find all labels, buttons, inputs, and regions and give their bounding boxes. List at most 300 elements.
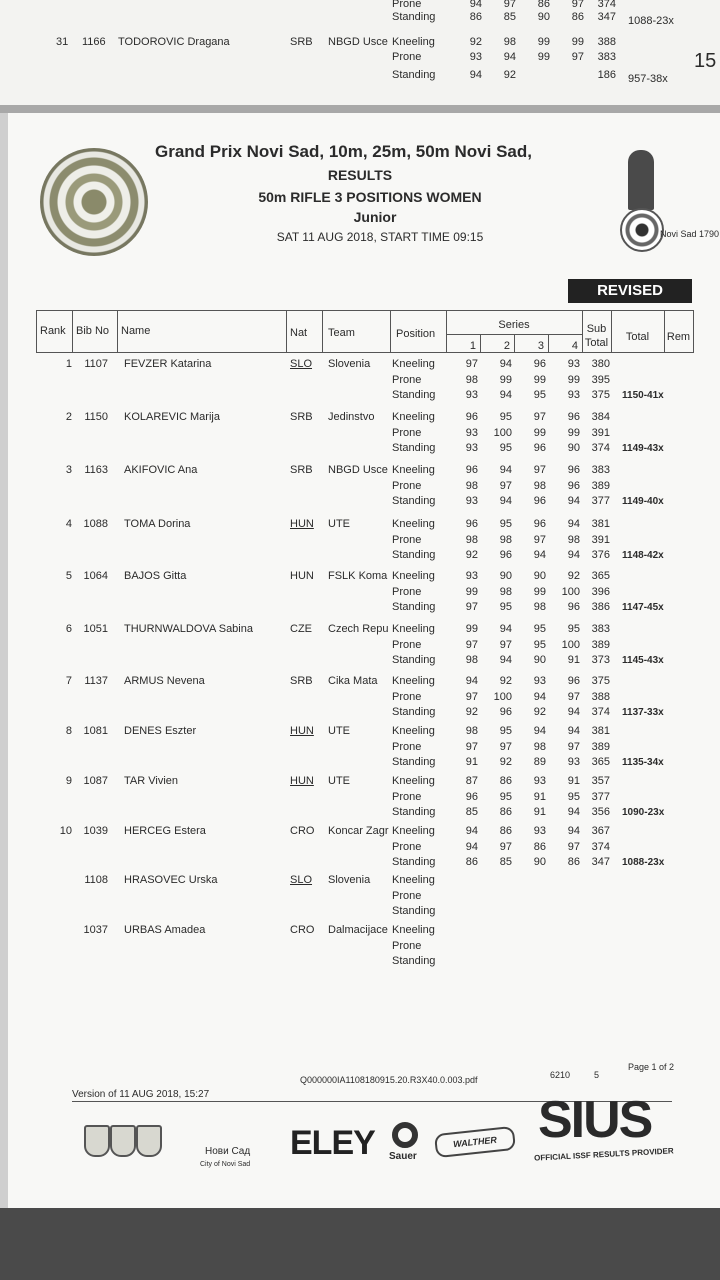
- sauer-logo-icon: [392, 1122, 418, 1148]
- series-2-score: 99: [499, 373, 512, 386]
- eley-logo: ELEY: [290, 1124, 375, 1162]
- series-3-score: 90: [533, 654, 546, 666]
- col-rank: Rank: [40, 325, 66, 337]
- category-label: Junior: [353, 209, 397, 225]
- athlete-team: UTE: [328, 518, 350, 530]
- series-2-score: 90: [499, 570, 512, 582]
- series-3-score: 91: [533, 790, 546, 803]
- series-4-score: 99: [567, 426, 580, 439]
- athlete-nat: CZE: [290, 623, 312, 635]
- series-1-score: 85: [465, 806, 478, 818]
- prev-bib: 1166: [82, 36, 106, 48]
- position-label: Prone: [392, 690, 422, 703]
- series-2-score: 97: [499, 740, 512, 753]
- series-4-score: 99: [567, 373, 580, 386]
- series-3-score: 97: [533, 411, 546, 423]
- athlete-rank: 10: [59, 825, 72, 837]
- position-label: Kneeling: [392, 825, 435, 837]
- sub-total: 386: [591, 601, 610, 613]
- series-1-score: 91: [465, 756, 478, 768]
- prev-total: 957-38x: [628, 73, 668, 85]
- athlete-rank: 5: [65, 570, 72, 582]
- athlete-bib: 1107: [84, 358, 108, 370]
- position-label: Standing: [392, 905, 436, 917]
- prev-series-2: 85: [503, 11, 516, 23]
- position-label: Prone: [392, 585, 422, 598]
- athlete-name: THURNWALDOVA Sabina: [124, 623, 253, 635]
- position-label: Standing: [392, 549, 436, 561]
- sub-total: 381: [591, 518, 610, 530]
- athlete-nat: HUN: [290, 775, 314, 787]
- position-label: Prone: [392, 426, 422, 439]
- prev-series-3: 99: [537, 36, 550, 48]
- position-label: Kneeling: [392, 570, 435, 582]
- series-1-score: 94: [465, 840, 478, 853]
- col-position: Position: [396, 328, 436, 340]
- athlete-nat: HUN: [290, 518, 314, 530]
- col-team: Team: [328, 327, 355, 339]
- series-4-score: 94: [567, 806, 580, 818]
- series-4-score: 93: [567, 358, 580, 370]
- final-total: 1137-33x: [622, 707, 664, 718]
- final-total: 1090-23x: [622, 807, 665, 818]
- series-1-score: 98: [465, 479, 478, 492]
- position-label: Kneeling: [392, 675, 435, 687]
- position-label: Standing: [392, 856, 436, 868]
- prev-series-4: 86: [571, 11, 584, 23]
- position-label: Prone: [392, 373, 422, 386]
- athlete-team: Cika Mata: [328, 675, 378, 687]
- athlete-nat: HUN: [290, 570, 314, 582]
- prev-sub-total: 347: [597, 11, 616, 23]
- prev-series-1: 94: [469, 69, 482, 81]
- col-bib: Bib No: [76, 325, 110, 337]
- series-1-score: 96: [465, 411, 478, 423]
- series-4-score: 91: [567, 775, 580, 787]
- target-rosette-logo: [620, 208, 664, 252]
- athlete-bib: 1088: [83, 518, 108, 530]
- series-2-score: 92: [499, 756, 512, 768]
- series-3-score: 93: [533, 775, 546, 787]
- series-1-score: 98: [465, 654, 478, 666]
- col-sub: Sub: [586, 323, 607, 335]
- athlete-nat: SRB: [290, 675, 313, 687]
- series-4-score: 100: [561, 638, 580, 651]
- event-date: SAT 11 AUG 2018, START TIME 09:15: [276, 230, 484, 244]
- series-2-score: 96: [499, 549, 512, 561]
- series-2-score: 98: [499, 585, 512, 598]
- series-2-score: 97: [499, 840, 512, 853]
- sub-total: 381: [591, 725, 610, 737]
- position-label: Standing: [392, 495, 436, 507]
- series-3-score: 97: [533, 464, 546, 476]
- athlete-team: UTE: [328, 725, 350, 737]
- series-1-score: 93: [465, 389, 478, 401]
- series-4-score: 92: [567, 570, 580, 582]
- col-divider: [286, 310, 287, 353]
- athlete-bib: 1051: [83, 623, 108, 635]
- series-2-score: 86: [499, 775, 512, 787]
- prev-sub-total: 186: [597, 69, 616, 81]
- sub-total: 388: [591, 690, 610, 703]
- athlete-team: Slovenia: [328, 358, 371, 370]
- athlete-name: HRASOVEC Urska: [124, 874, 218, 886]
- sub-total: 391: [591, 533, 610, 546]
- series-4-score: 94: [567, 706, 580, 718]
- athlete-name: FEVZER Katarina: [124, 358, 212, 370]
- series-1-score: 93: [465, 495, 478, 507]
- coat-of-arms-logo: [136, 1125, 162, 1157]
- athlete-bib: 1150: [84, 411, 108, 423]
- logo-right-text: Novi Sad 1790: [660, 229, 720, 239]
- series-3-score: 98: [533, 479, 546, 492]
- prev-team: NBGD Usce: [328, 36, 388, 48]
- series-2-score: 98: [499, 533, 512, 546]
- prev-series-4: 97: [571, 0, 584, 10]
- prev-sub-total: 374: [597, 0, 616, 10]
- prev-series-3: 86: [537, 0, 550, 10]
- series-1-score: 96: [465, 464, 478, 476]
- prev-series-1: 92: [469, 36, 482, 48]
- athlete-name: DENES Eszter: [124, 725, 197, 737]
- series-4-score: 97: [567, 690, 580, 703]
- sub-total: 374: [591, 442, 610, 454]
- col-s4: 4: [571, 340, 578, 352]
- athlete-rank: 2: [65, 411, 72, 423]
- shooting-club-logo: [40, 148, 148, 256]
- series-4-score: 96: [567, 411, 580, 423]
- athlete-name: TOMA Dorina: [124, 518, 191, 530]
- position-label: Kneeling: [392, 623, 435, 635]
- series-2-score: 94: [499, 389, 512, 401]
- series-1-score: 87: [465, 775, 478, 787]
- series-2-score: 94: [499, 623, 512, 635]
- sub-total: 383: [591, 623, 610, 635]
- final-total: 1135-34x: [622, 757, 664, 768]
- series-2-score: 95: [499, 518, 512, 530]
- prev-series-2: 98: [503, 36, 516, 48]
- athlete-name: HERCEG Estera: [124, 825, 206, 837]
- series-2-score: 92: [499, 675, 512, 687]
- prev-series-2: 94: [503, 51, 516, 63]
- series-4-score: 91: [567, 654, 580, 666]
- position-label: Prone: [392, 840, 422, 853]
- series-2-score: 97: [499, 479, 512, 492]
- series-3-score: 93: [533, 675, 546, 687]
- series-2-score: 95: [499, 790, 512, 803]
- sub-total: 376: [591, 549, 610, 561]
- athlete-rank: 6: [65, 623, 72, 635]
- series-4-score: 94: [567, 518, 580, 530]
- series-3-score: 98: [533, 601, 546, 613]
- col-sub-total: Total: [584, 337, 609, 349]
- series-1-score: 94: [465, 825, 478, 837]
- athlete-bib: 1137: [84, 675, 108, 687]
- series-3-score: 94: [533, 690, 546, 703]
- series-4-score: 96: [567, 479, 580, 492]
- series-3-score: 99: [533, 373, 546, 386]
- series-3-score: 96: [533, 495, 546, 507]
- position-label: Standing: [392, 442, 436, 454]
- prev-nat: SRB: [290, 36, 313, 48]
- prev-position: Standing: [392, 69, 436, 81]
- series-4-score: 94: [567, 825, 580, 837]
- athlete-team: FSLK Koma: [328, 570, 388, 582]
- position-label: Standing: [392, 955, 436, 967]
- series-1-score: 96: [465, 790, 478, 803]
- series-3-score: 95: [533, 638, 546, 651]
- athlete-rank: 7: [65, 675, 72, 687]
- series-3-score: 96: [533, 442, 546, 454]
- athlete-team: Slovenia: [328, 874, 371, 886]
- position-label: Kneeling: [392, 518, 435, 530]
- sub-total: 377: [591, 495, 610, 507]
- series-4-score: 95: [567, 790, 580, 803]
- position-label: Kneeling: [392, 358, 435, 370]
- athlete-name: TAR Vivien: [124, 775, 179, 787]
- position-label: Standing: [392, 806, 436, 818]
- sub-total: 396: [591, 585, 610, 598]
- athlete-bib: 1108: [84, 874, 108, 886]
- athlete-nat: SLO: [290, 358, 313, 370]
- series-3-score: 91: [533, 806, 546, 818]
- series-2-score: 100: [493, 690, 512, 703]
- coat-of-arms-logo: [110, 1125, 136, 1157]
- position-label: Standing: [392, 756, 436, 768]
- sub-total: 365: [591, 570, 610, 582]
- position-label: Standing: [392, 389, 436, 401]
- series-3-score: 97: [533, 533, 546, 546]
- position-label: Standing: [392, 601, 436, 613]
- position-label: Prone: [392, 790, 422, 803]
- prev-name: TODOROVIC Dragana: [118, 36, 230, 48]
- sub-total: 389: [591, 740, 610, 753]
- provider-text: OFFICIAL ISSF RESULTS PROVIDER: [533, 1146, 674, 1163]
- athlete-rank: 9: [65, 775, 72, 787]
- col-total: Total: [625, 331, 650, 343]
- series-3-score: 99: [533, 585, 546, 598]
- series-3-score: 92: [533, 706, 546, 718]
- series-3-score: 95: [533, 389, 546, 401]
- position-label: Kneeling: [392, 924, 435, 936]
- series-4-score: 94: [567, 725, 580, 737]
- table-surface: [0, 1208, 720, 1280]
- footer-code: 6210: [550, 1070, 571, 1080]
- prev-position: Kneeling: [392, 36, 435, 48]
- series-2-score: 86: [499, 825, 512, 837]
- file-name: Q000000IA1108180915.20.R3X40.0.003.pdf: [300, 1075, 478, 1085]
- final-total: 1145-43x: [622, 655, 664, 666]
- final-total: 1149-40x: [622, 496, 664, 507]
- series-2-score: 95: [499, 442, 512, 454]
- series-2-score: 95: [499, 411, 512, 423]
- series-1-score: 97: [465, 358, 478, 370]
- prev-series-1: 94: [469, 0, 482, 10]
- series-3-score: 90: [533, 856, 546, 868]
- page-gap: [0, 105, 720, 113]
- col-nat: Nat: [290, 327, 308, 339]
- page-number: Page 1 of 2: [628, 1062, 675, 1072]
- series-4-score: 86: [567, 856, 580, 868]
- athlete-bib: 1064: [83, 570, 108, 582]
- series-1-score: 99: [465, 585, 478, 598]
- sub-total: 375: [591, 675, 610, 687]
- athlete-team: Dalmacijace: [328, 924, 388, 936]
- sius-logo: SIUS: [538, 1091, 652, 1149]
- results-heading: RESULTS: [327, 167, 393, 183]
- col-divider: [322, 310, 323, 353]
- series-3-score: 99: [533, 426, 546, 439]
- sub-total: 373: [591, 654, 610, 666]
- athlete-nat: CRO: [290, 924, 315, 936]
- athlete-rank: 1: [65, 358, 72, 370]
- series-1-score: 98: [465, 373, 478, 386]
- athlete-name: ARMUS Nevena: [124, 675, 205, 687]
- header-left-rule: [36, 310, 37, 353]
- position-label: Standing: [392, 654, 436, 666]
- series-4-score: 93: [567, 389, 580, 401]
- series-2-score: 95: [499, 725, 512, 737]
- clock-tower-logo: [628, 150, 654, 210]
- athlete-bib: 1037: [83, 924, 108, 936]
- prev-position: Standing: [392, 11, 436, 23]
- results-sheet: [8, 113, 720, 1208]
- series-1-score: 97: [465, 601, 478, 613]
- athlete-nat: HUN: [290, 725, 314, 737]
- series-3-score: 89: [533, 756, 546, 768]
- athlete-team: Czech Repu: [328, 623, 389, 635]
- athlete-rank: 8: [65, 725, 72, 737]
- sub-total: 367: [591, 825, 610, 837]
- athlete-name: URBAS Amadea: [124, 924, 206, 936]
- col-divider: [72, 310, 73, 353]
- col-name: Name: [121, 325, 151, 337]
- series-4-score: 100: [561, 585, 580, 598]
- sub-total: 377: [591, 790, 610, 803]
- novi-sad-logo-text: Нови Сад: [205, 1146, 251, 1157]
- series-4-score: 97: [567, 840, 580, 853]
- series-1-score: 98: [465, 725, 478, 737]
- position-label: Prone: [392, 533, 422, 546]
- series-1-score: 93: [465, 570, 478, 582]
- position-label: Prone: [392, 479, 422, 492]
- prev-series-1: 93: [469, 51, 482, 63]
- position-label: Prone: [392, 889, 422, 902]
- series-4-score: 98: [567, 533, 580, 546]
- series-3-score: 94: [533, 725, 546, 737]
- athlete-nat: SRB: [290, 464, 313, 476]
- series-3-score: 93: [533, 825, 546, 837]
- prev-rank: 31: [56, 36, 69, 48]
- series-4-score: 95: [567, 623, 580, 635]
- series-2-score: 94: [499, 495, 512, 507]
- final-total: 1148-42x: [622, 550, 664, 561]
- series-1-score: 97: [465, 690, 478, 703]
- event-name: 50m RIFLE 3 POSITIONS WOMEN: [258, 189, 482, 205]
- sub-total: 374: [591, 706, 610, 718]
- handwritten-mark: 15: [694, 50, 717, 72]
- series-4-score: 96: [567, 601, 580, 613]
- series-3-score: 96: [533, 358, 546, 370]
- athlete-team: Jedinstvo: [328, 411, 375, 423]
- event-title: Grand Prix Novi Sad, 10m, 25m, 50m Novi Sad,: [155, 142, 532, 161]
- series-2-score: 86: [499, 806, 512, 818]
- athlete-team: Koncar Zagr: [328, 825, 389, 837]
- position-label: Prone: [392, 638, 422, 651]
- prev-position: Prone: [392, 0, 422, 10]
- col-divider: [117, 310, 118, 353]
- position-label: Kneeling: [392, 411, 435, 423]
- prev-series-1: 86: [469, 11, 482, 23]
- series-1-score: 96: [465, 518, 478, 530]
- prev-series-2: 97: [503, 0, 516, 10]
- prev-sub-total: 383: [597, 51, 616, 63]
- header-bottom-rule: [36, 352, 694, 353]
- footer-num: 5: [594, 1070, 600, 1080]
- series-4-score: 96: [567, 675, 580, 687]
- series-1-score: 93: [465, 426, 478, 439]
- athlete-rank: 4: [65, 518, 72, 530]
- prev-series-2: 92: [503, 69, 516, 81]
- series-1-score: 94: [465, 675, 478, 687]
- series-3-score: 96: [533, 518, 546, 530]
- sub-total: 389: [591, 479, 610, 492]
- series-2-score: 85: [499, 856, 512, 868]
- prev-series-3: 90: [537, 11, 550, 23]
- novi-sad-logo-subtext: City of Novi Sad: [200, 1161, 251, 1168]
- position-label: Prone: [392, 939, 422, 952]
- series-2-score: 97: [499, 638, 512, 651]
- series-3-score: 90: [533, 570, 546, 582]
- sauer-logo-text: Sauer: [389, 1151, 417, 1162]
- series-2-score: 94: [499, 464, 512, 476]
- athlete-nat: SLO: [290, 874, 313, 886]
- series-4-score: 94: [567, 495, 580, 507]
- sub-total: 357: [591, 775, 610, 787]
- sub-total: 347: [591, 856, 610, 868]
- series-4-score: 93: [567, 756, 580, 768]
- prev-series-4: 99: [571, 36, 584, 48]
- athlete-nat: CRO: [290, 825, 315, 837]
- final-total: 1149-43x: [622, 443, 664, 454]
- coat-of-arms-logo: [84, 1125, 110, 1157]
- series-4-score: 97: [567, 740, 580, 753]
- sub-total: 391: [591, 426, 610, 439]
- position-label: Kneeling: [392, 725, 435, 737]
- col-s2: 2: [503, 340, 510, 352]
- walther-logo: WALTHER: [434, 1126, 516, 1158]
- prev-series-4: 97: [571, 51, 584, 63]
- series-1-score: 86: [465, 856, 478, 868]
- sub-total: 384: [591, 411, 610, 423]
- series-2-score: 94: [499, 358, 512, 370]
- athlete-rank: 3: [65, 464, 72, 476]
- series-1-score: 97: [465, 638, 478, 651]
- col-rem: Rem: [666, 331, 691, 343]
- series-3-score: 86: [533, 840, 546, 853]
- position-label: Standing: [392, 706, 436, 718]
- series-3-score: 95: [533, 623, 546, 635]
- athlete-bib: 1163: [84, 464, 108, 476]
- series-1-score: 92: [465, 549, 478, 561]
- position-label: Prone: [392, 740, 422, 753]
- sub-total: 375: [591, 389, 610, 401]
- series-1-score: 92: [465, 706, 478, 718]
- position-label: Kneeling: [392, 464, 435, 476]
- athlete-bib: 1081: [83, 725, 108, 737]
- col-divider: [390, 310, 391, 353]
- header-right-rule: [693, 310, 694, 353]
